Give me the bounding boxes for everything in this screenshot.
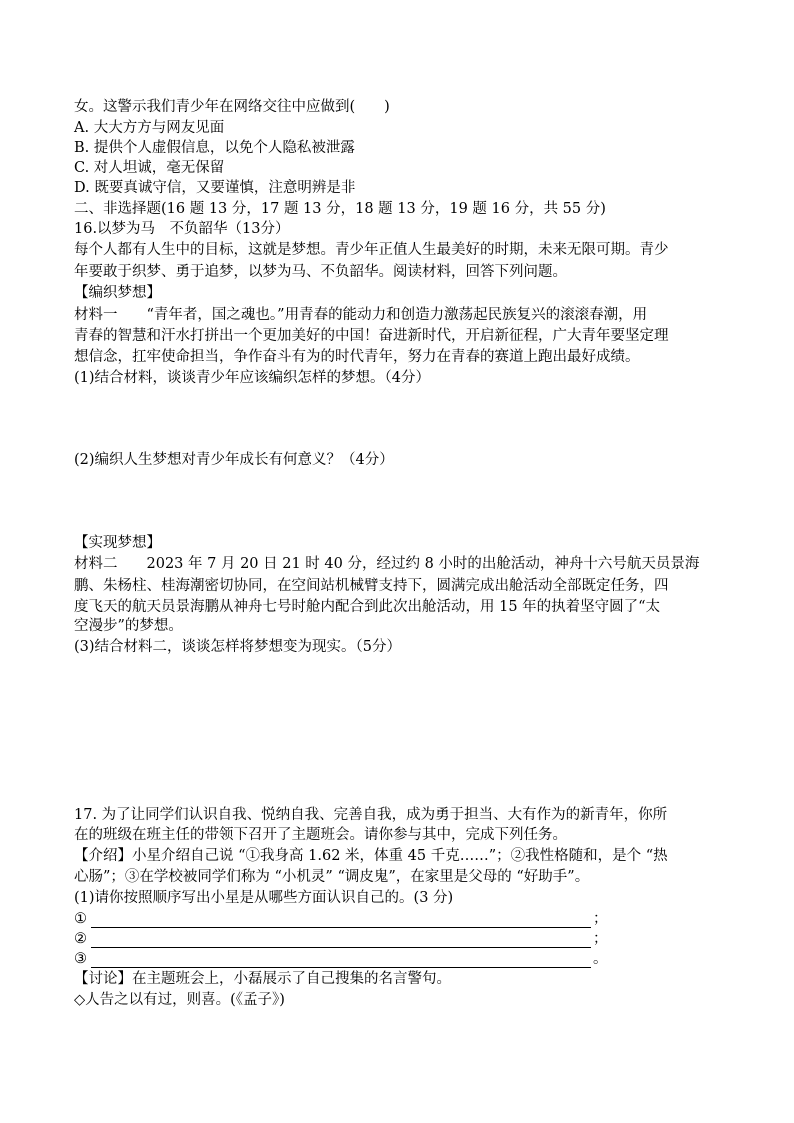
answer-rule — [91, 947, 591, 948]
q15-stem-tail: 女。这警示我们青少年在网络交往中应做到( ) — [74, 99, 390, 115]
section-heading: 二、非选择题(16 题 13 分，17 题 13 分，18 题 13 分，19 题 16 分，共 55 分) — [74, 201, 606, 217]
quote-mencius: ◇人告之以有过，则喜。(《孟子》) — [74, 992, 285, 1008]
answer-line-3[interactable] — [74, 949, 608, 969]
answer-line-1[interactable] — [74, 909, 608, 929]
material-2-line-1: 材料二 2023 年 7 月 20 日 21 时 40 分，经过约 8 小时的出舱活动，神舟十六号航天员景海 — [74, 556, 700, 572]
answer-rule — [91, 927, 591, 928]
q15-option-d: D. 既要真诚守信，又要谨慎，注意明辨是非 — [74, 180, 356, 196]
material-1-line-2: 青春的智慧和汗水打拼出一个更加美好的中国！奋进新时代，开启新征程，广大青年要坚定理 — [74, 328, 669, 344]
q17-intro-1: 【介绍】小星介绍自己说 “①我身高 1.62 米，体重 45 千克……”；②我性格随和，是个 “热 — [74, 848, 668, 864]
answer-mark: ② — [74, 931, 87, 947]
material-1-line-3: 想信念，扛牢使命担当，争作奋斗有为的时代青年，努力在青春的赛道上跑出最好成绩。 — [74, 349, 640, 365]
q16-title: 16.以梦为马 不负韶华（13分） — [74, 221, 290, 237]
q17-stem-2: 在的班级在班主任的带领下召开了主题班会。请你参与其中，完成下列任务。 — [74, 827, 567, 843]
q17-intro-2: 心肠”；③在学校被同学们称为 “小机灵” “调皮鬼”，在家里是父母的 “好助手”。 — [74, 869, 590, 885]
q17-sub-1: (1)请你按照顺序写出小星是从哪些方面认识自己的。(3 分) — [74, 890, 454, 906]
material-1-line-1: 材料一 “青年者，国之魂也。”用青春的能动力和创造力激荡起民族复兴的滚滚春潮，用 — [74, 307, 648, 323]
answer-mark: ① — [74, 911, 87, 927]
q16-intro-2: 年要敢于织梦、勇于追梦，以梦为马、不负韶华。阅读材料，回答下列问题。 — [74, 264, 567, 280]
material-2-line-3: 度飞天的航天员景海鹏从神舟七号时舱内配合到此次出舱活动，用 15 年的执着坚守圆了“太 — [74, 599, 661, 615]
answer-end-punct: ； — [593, 931, 608, 947]
q15-option-a: A. 大大方方与网友见面 — [74, 120, 225, 136]
q16-sub-2: (2)编织人生梦想对青少年成长有何意义？（4分） — [74, 452, 394, 468]
q16-sub-3: (3)结合材料二，谈谈怎样将梦想变为现实。（5分） — [74, 639, 402, 655]
section-realize-dream: 【实现梦想】 — [74, 535, 161, 551]
material-2-line-4: 空漫步”的梦想。 — [74, 618, 183, 634]
q17-stem-1: 17. 为了让同学们认识自我、悦纳自我、完善自我，成为勇于担当、大有作为的新青年，你所 — [74, 807, 668, 823]
q16-intro-1: 每个人都有人生中的目标，这就是梦想。青少年正值人生最美好的时期，未来无限可期。青少 — [74, 242, 669, 258]
q15-option-b: B. 提供个人虚假信息，以免个人隐私被泄露 — [74, 140, 355, 156]
answer-rule — [91, 967, 591, 968]
section-weave-dream: 【编织梦想】 — [74, 285, 161, 301]
answer-line-2[interactable] — [74, 929, 608, 949]
q16-sub-1: (1)结合材料，谈谈青少年应该编织怎样的梦想。（4分） — [74, 370, 431, 386]
q15-option-c: C. 对人坦诚，毫无保留 — [74, 160, 225, 176]
answer-end-punct: ； — [593, 911, 608, 927]
section-discussion: 【讨论】在主题班会上，小磊展示了自己搜集的名言警句。 — [74, 971, 451, 987]
answer-mark: ③ — [74, 951, 87, 967]
answer-end-punct: 。 — [593, 951, 608, 967]
material-2-line-2: 鹏、朱杨柱、桂海潮密切协同，在空间站机械臂支持下，圆满完成出舱活动全部既定任务，四 — [74, 578, 669, 594]
